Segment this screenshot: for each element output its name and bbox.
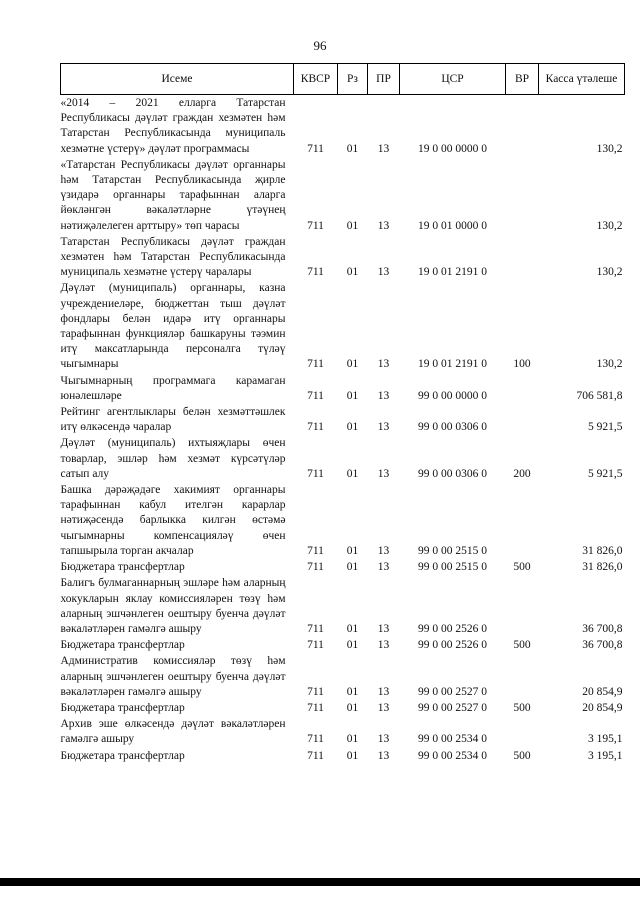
row-kvsr: 711: [307, 639, 324, 652]
budget-execution-table: [60, 63, 625, 764]
row-csr: 99 0 00 2526 0: [418, 622, 487, 635]
row-rz: 01: [346, 142, 359, 155]
table-row: [61, 234, 625, 281]
row-csr: 19 0 01 0000 0: [418, 219, 487, 232]
row-csr: 19 0 00 0000 0: [418, 142, 487, 155]
row-vr: [506, 157, 539, 234]
row-name: Бюджетара трансфертлар: [60, 561, 185, 574]
row-rz: 01: [346, 544, 359, 557]
row-name: Бюджетара трансфертлар: [60, 749, 185, 762]
row-vr: 500: [513, 749, 531, 762]
row-kvsr: 711: [307, 358, 324, 371]
header-name: Исеме: [61, 64, 294, 95]
row-vr: [506, 716, 539, 747]
table-row: [61, 482, 625, 559]
row-kvsr: 711: [307, 561, 324, 574]
row-amount: 3 195,1: [588, 749, 623, 762]
table-row: [61, 700, 625, 716]
row-rz: 01: [346, 266, 359, 279]
row-pr: 13: [377, 544, 390, 557]
row-csr: 19 0 01 2191 0: [418, 358, 487, 371]
row-vr: [506, 234, 539, 281]
table-row: [61, 575, 625, 637]
row-amount: 130,2: [596, 142, 623, 155]
row-name: Чыгымнарның программага карамаган юнәлешләре: [60, 374, 286, 402]
row-rz: 01: [346, 733, 359, 746]
header-csr: ЦСР: [400, 64, 506, 95]
table-row: [61, 653, 625, 700]
table-row: [61, 716, 625, 747]
row-amount: 3 195,1: [588, 733, 623, 746]
header-rz: Рз: [338, 64, 368, 95]
row-name: Башка дәрәҗәдәге хакимият органнары тарафыннан кабул ителгән карарлар нәтиҗәсендә барлыкка килгән өстәмә чыгымнарны компенсацияләү өчен тапшырыла торган акчалар: [60, 484, 286, 557]
row-kvsr: 711: [307, 544, 324, 557]
row-csr: 99 0 00 2526 0: [418, 639, 487, 652]
table-row: [61, 637, 625, 653]
row-amount: 130,2: [596, 358, 623, 371]
row-name: «Татарстан Республикасы дәүләт органнары һәм Татарстан Республикасында җирле үзидарә органнары тарафыннан аларга йөкләнгән вәкаләтләрне үтәүнең нәтиҗәлелеген арттыру» төп чарасы: [60, 158, 286, 232]
page-number: 96: [313, 38, 327, 53]
row-vr: 500: [513, 701, 531, 714]
row-rz: 01: [346, 219, 359, 232]
row-rz: 01: [346, 421, 359, 434]
row-kvsr: 711: [307, 749, 324, 762]
row-amount: 5 921,5: [588, 467, 623, 480]
row-vr: [506, 482, 539, 559]
table-row: [61, 373, 625, 404]
header-kvsr: КВСР: [294, 64, 338, 95]
row-vr: 200: [513, 467, 531, 480]
row-rz: 01: [346, 639, 359, 652]
row-csr: 99 0 00 2527 0: [418, 701, 487, 714]
row-csr: 99 0 00 2534 0: [418, 733, 487, 746]
row-kvsr: 711: [307, 701, 324, 714]
row-pr: 13: [377, 389, 390, 402]
row-kvsr: 711: [307, 389, 324, 402]
row-amount: 36 700,8: [582, 622, 623, 635]
row-csr: 99 0 00 0306 0: [418, 421, 487, 434]
header-vr: ВР: [506, 64, 539, 95]
row-amount: 31 826,0: [582, 561, 623, 574]
row-kvsr: 711: [307, 142, 324, 155]
row-pr: 13: [377, 639, 390, 652]
row-pr: 13: [377, 219, 390, 232]
row-amount: 706 581,8: [576, 389, 623, 402]
row-pr: 13: [377, 622, 390, 635]
row-rz: 01: [346, 561, 359, 574]
header-pr: ПР: [368, 64, 400, 95]
row-amount: 20 854,9: [582, 701, 623, 714]
row-pr: 13: [377, 266, 390, 279]
row-rz: 01: [346, 467, 359, 480]
row-vr: 500: [513, 639, 531, 652]
row-kvsr: 711: [307, 219, 324, 232]
row-vr: [506, 653, 539, 700]
row-amount: 130,2: [596, 266, 623, 279]
row-amount: 130,2: [596, 219, 623, 232]
row-vr: [506, 95, 539, 157]
table-row: [61, 95, 625, 157]
row-pr: 13: [377, 701, 390, 714]
table-row: [61, 748, 625, 764]
row-kvsr: 711: [307, 685, 324, 698]
row-kvsr: 711: [307, 266, 324, 279]
row-pr: 13: [377, 685, 390, 698]
scan-edge-bar: [0, 878, 640, 886]
row-name: Дәүләт (муниципаль) органнары, казна учреждениеләре, бюджеттан тыш дәүләт фондлары белән идарә итү органнары тарафыннан функцияләр башкаруны тәэмин итү максатларында персоналга түләү чыгымнары: [60, 282, 286, 371]
row-pr: 13: [377, 421, 390, 434]
row-pr: 13: [377, 733, 390, 746]
row-csr: 99 0 00 2534 0: [418, 749, 487, 762]
row-vr: [506, 373, 539, 404]
row-csr: 99 0 00 2527 0: [418, 685, 487, 698]
row-vr: 500: [513, 561, 531, 574]
row-kvsr: 711: [307, 733, 324, 746]
row-name: Татарстан Республикасы дәүләт граждан хезмәтен һәм Татарстан Республикасында муниципаль хезмәтне үстерү чаралары: [60, 235, 286, 279]
row-name: «2014 – 2021 елларга Татарстан Республикасы дәүләт граждан хезмәтен һәм Татарстан Республикасында муниципаль хезмәтне үстерү» дәүләт программасы: [60, 97, 286, 155]
row-csr: 99 0 00 2515 0: [418, 561, 487, 574]
row-kvsr: 711: [307, 421, 324, 434]
row-vr: [506, 575, 539, 637]
row-csr: 99 0 00 0000 0: [418, 389, 487, 402]
row-name: Архив эше өлкәсендә дәүләт вәкаләтләрен гамәлгә ашыру: [60, 718, 286, 746]
row-rz: 01: [346, 622, 359, 635]
row-kvsr: 711: [307, 622, 324, 635]
row-csr: 19 0 01 2191 0: [418, 266, 487, 279]
table-body: [61, 95, 625, 764]
row-csr: 99 0 00 2515 0: [418, 544, 487, 557]
row-amount: 20 854,9: [582, 685, 623, 698]
row-amount: 5 921,5: [588, 421, 623, 434]
row-pr: 13: [377, 561, 390, 574]
row-pr: 13: [377, 142, 390, 155]
row-amount: 31 826,0: [582, 544, 623, 557]
table-row: [61, 404, 625, 435]
row-name: Балигъ булмаганнарның эшләре һәм аларның хокукларын яклау комиссияләрен төзү һәм аларның эшчәнлеген оештыру буенча дәүләт вәкаләтләрен гамәлгә ашыру: [60, 577, 286, 635]
row-pr: 13: [377, 467, 390, 480]
header-kassa: Касса үтәлеше: [539, 64, 625, 95]
row-vr: [506, 404, 539, 435]
row-csr: 99 0 00 0306 0: [418, 467, 487, 480]
row-rz: 01: [346, 685, 359, 698]
table-row: [61, 435, 625, 482]
row-rz: 01: [346, 701, 359, 714]
table-row: [61, 280, 625, 372]
row-rz: 01: [346, 389, 359, 402]
row-name: Административ комиссияләр төзү һәм аларның эшчәнлеген оештыру буенча дәүләт вәкаләтләрен гамәлгә ашыру: [60, 655, 286, 698]
row-pr: 13: [377, 358, 390, 371]
row-name: Бюджетара трансфертлар: [60, 701, 185, 714]
table-row: [61, 559, 625, 575]
row-name: Дәүләт (муниципаль) ихтыяҗлары өчен товарлар, эшләр һәм хезмәт күрсәтүләр сатып алу: [60, 437, 286, 480]
table-row: [61, 157, 625, 234]
row-pr: 13: [377, 749, 390, 762]
row-name: Рейтинг агентлыклары белән хезмәттәшлек итү өлкәсендә чаралар: [60, 406, 286, 434]
row-kvsr: 711: [307, 467, 324, 480]
row-vr: 100: [513, 358, 531, 371]
row-amount: 36 700,8: [582, 639, 623, 652]
table-header-row: [61, 64, 625, 95]
row-name: Бюджетара трансфертлар: [60, 639, 185, 652]
row-rz: 01: [346, 749, 359, 762]
row-rz: 01: [346, 358, 359, 371]
